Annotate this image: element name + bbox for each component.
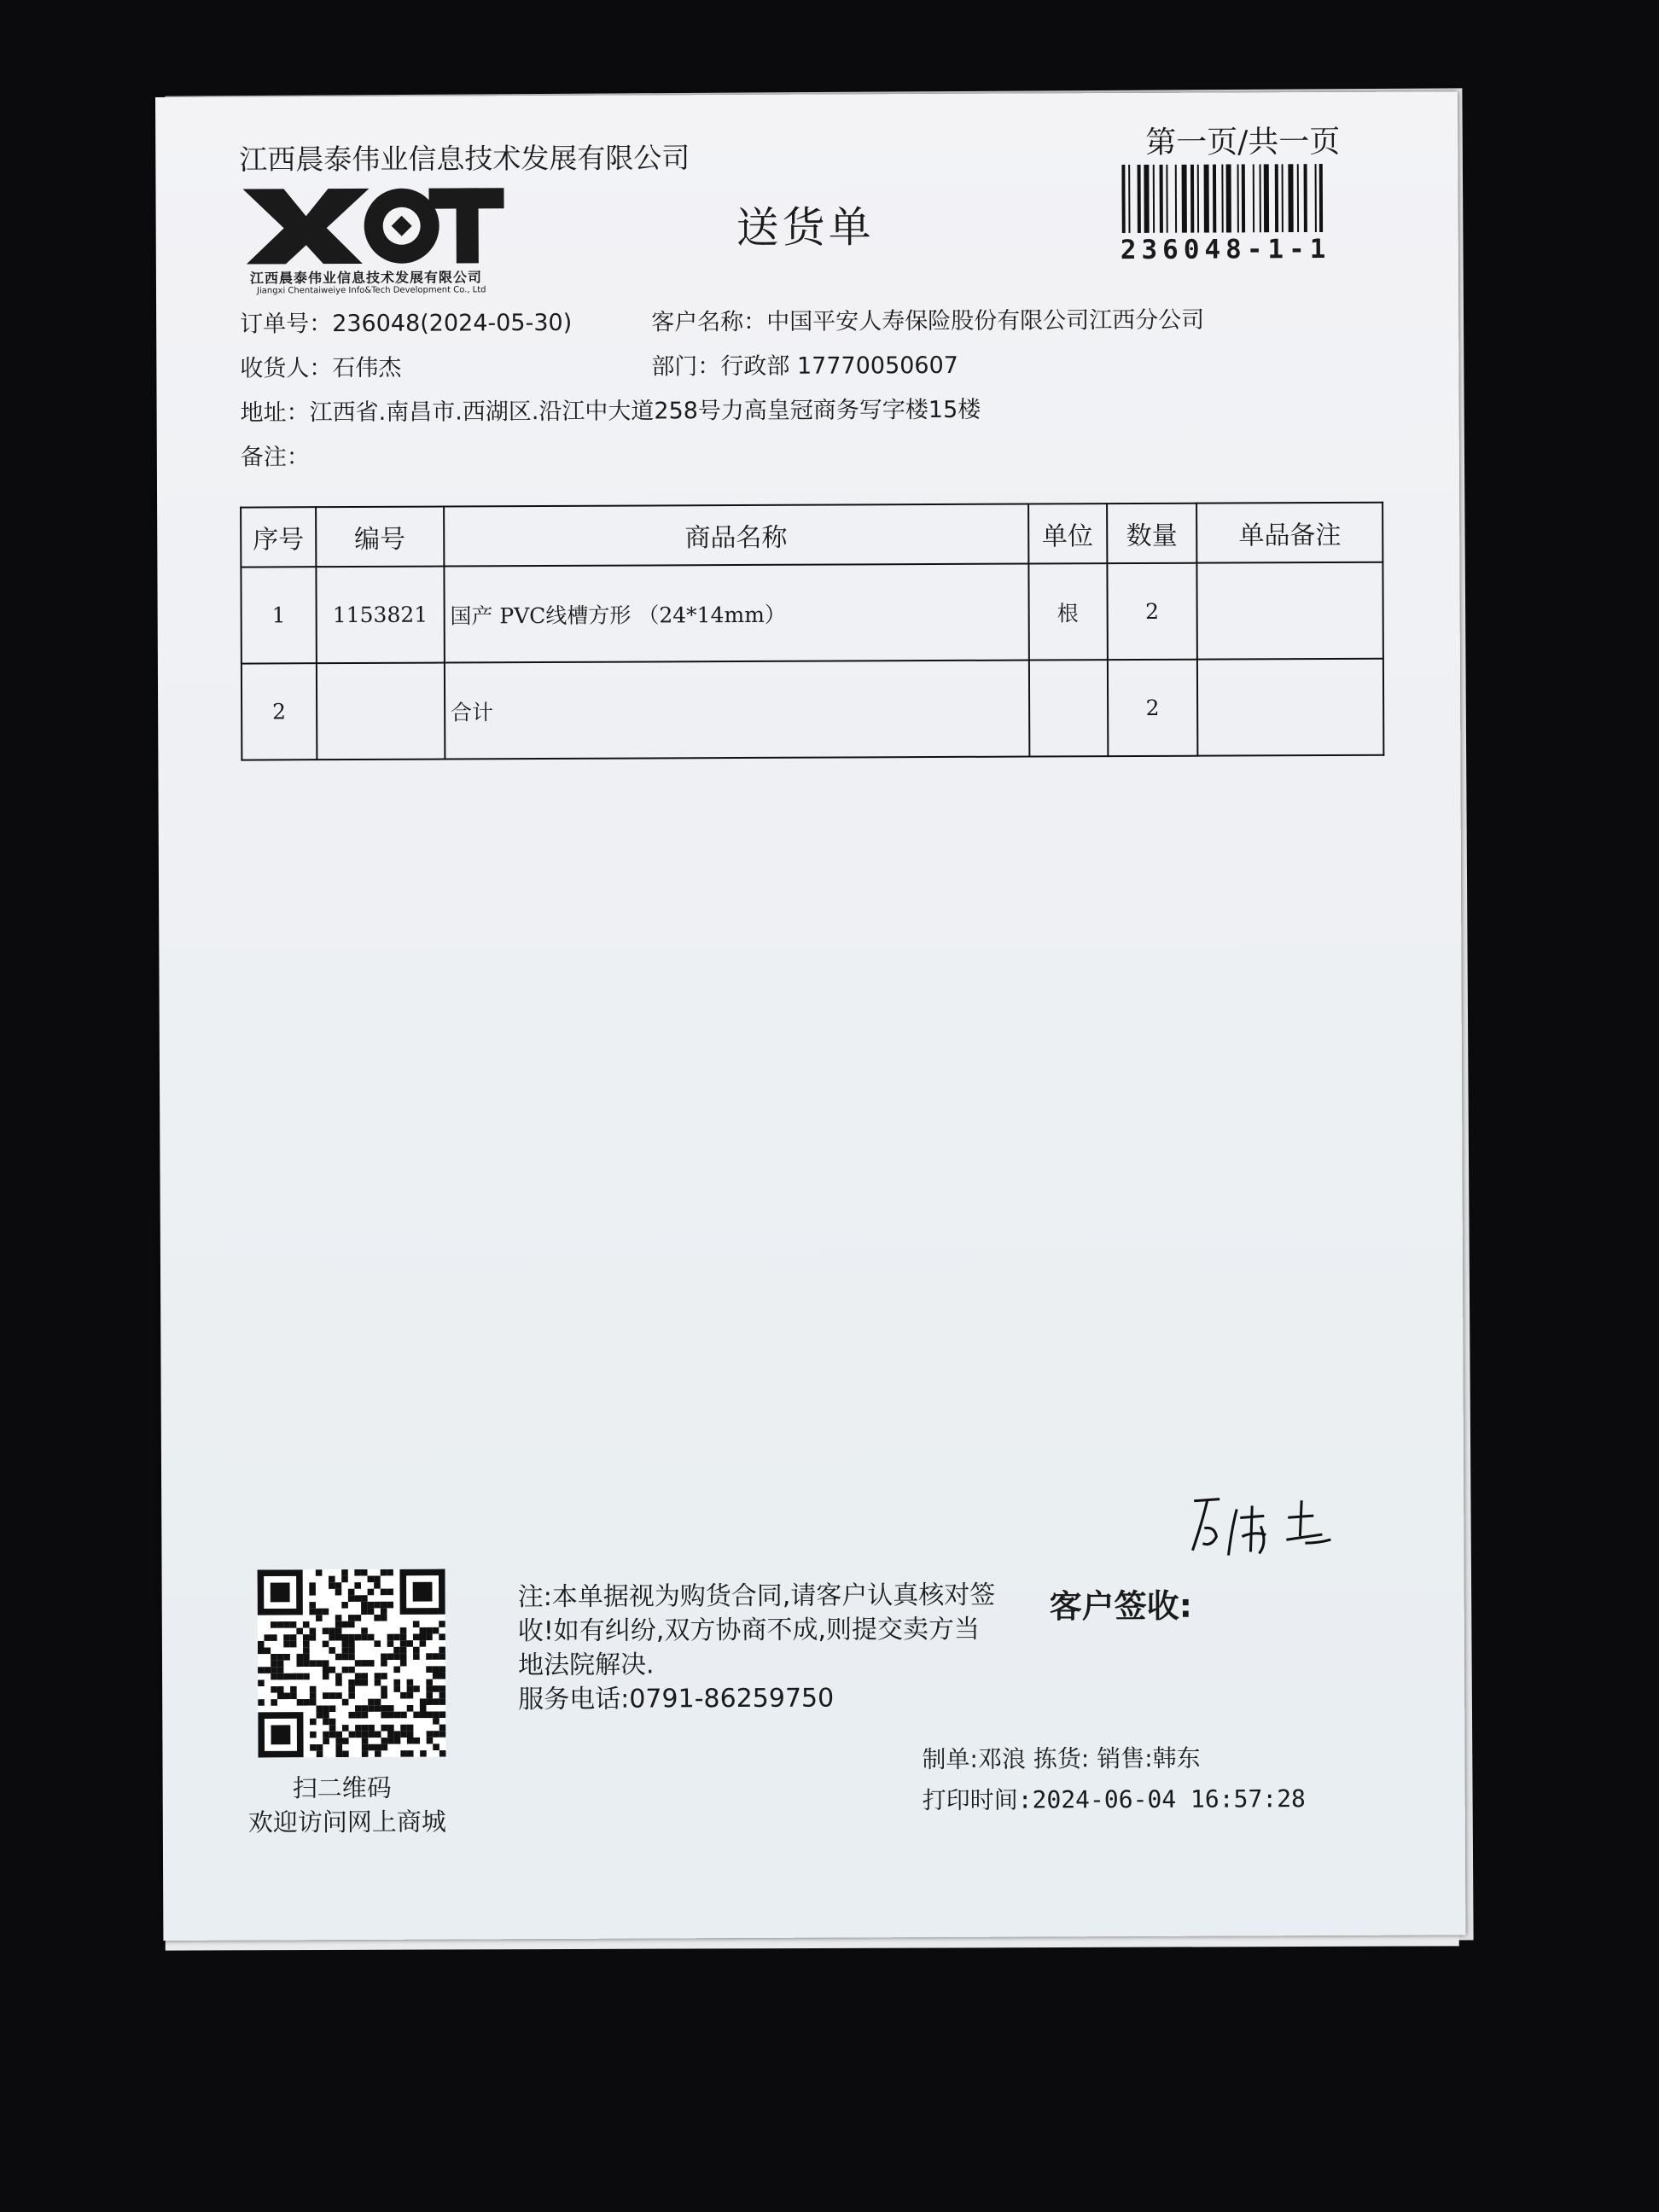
address: 地址：江西省.南昌市.西湖区.沿江中大道258号力高皇冠商务写字楼15楼 — [240, 396, 981, 427]
table-row — [241, 562, 1382, 664]
qr-caption-mall: 欢迎访问网上商城 — [247, 1807, 446, 1837]
column-header-product-name: 商品名称 — [444, 504, 1028, 567]
column-header-item-remark: 单品备注 — [1196, 503, 1382, 563]
cell-quantity: 2 — [1107, 660, 1197, 756]
handwritten-signature — [1185, 1483, 1356, 1569]
cell-product-name: 国产 PVC线槽方形 （24*14mm） — [444, 564, 1028, 663]
logo-subtitle: 江西晨泰伟业信息技术发展有限公司 — [249, 269, 482, 287]
cell-item-remark — [1197, 562, 1383, 660]
notice-body: 注:本单据视为购货合同,请客户认真核对签收!如有纠纷,双方协商不成,则提交卖方当地法院解决. — [517, 1580, 996, 1681]
cell-unit: 根 — [1028, 563, 1107, 660]
table-header-row — [241, 503, 1382, 568]
cell-index: 2 — [242, 663, 317, 760]
company-logo — [234, 181, 507, 267]
department: 部门：行政部 17770050607 — [651, 352, 958, 381]
qr-code — [258, 1569, 446, 1758]
customer-name: 客户名称：中国平安人寿保险股份有限公司江西分公司 — [651, 306, 1205, 336]
document-title: 送货单 — [736, 202, 875, 253]
remark: 备注： — [240, 444, 310, 471]
staff-line: 制单:邓浪 拣货: 销售:韩东 — [922, 1743, 1201, 1774]
cell-index: 1 — [241, 567, 316, 663]
cell-unit — [1029, 660, 1108, 756]
logo-subtitle-english: Jiangxi Chentaiweiye Info&Tech Development Co., Ltd — [256, 285, 486, 296]
delivery-note-sheet — [155, 91, 1465, 1941]
print-time: 打印时间:2024-06-04 16:57:28 — [922, 1784, 1306, 1815]
order-number: 订单号：236048(2024-05-30) — [240, 309, 573, 338]
cell-item-remark — [1197, 659, 1383, 756]
cell-code: 1153821 — [316, 567, 444, 664]
notice-text — [518, 1579, 997, 1717]
qr-caption: 扫二维码 — [292, 1773, 392, 1803]
receiver: 收货人：石伟杰 — [240, 354, 402, 382]
customer-sign-label: 客户签收: — [1049, 1586, 1193, 1626]
page-indicator: 第一页/共一页 — [1145, 124, 1341, 160]
table-row — [242, 659, 1383, 760]
cell-code — [317, 663, 445, 760]
cell-quantity: 2 — [1107, 563, 1197, 660]
column-header-quantity: 数量 — [1107, 504, 1197, 563]
barcode — [1121, 164, 1353, 233]
column-header-unit: 单位 — [1028, 504, 1107, 563]
service-phone: 服务电话:0791-86259750 — [518, 1683, 835, 1715]
cell-product-name: 合计 — [445, 661, 1029, 760]
items-table — [240, 502, 1384, 761]
column-header-code: 编号 — [316, 507, 444, 568]
company-name: 江西晨泰伟业信息技术发展有限公司 — [239, 141, 690, 177]
column-header-index: 序号 — [241, 507, 316, 567]
barcode-number: 236048-1-1 — [1120, 233, 1331, 266]
